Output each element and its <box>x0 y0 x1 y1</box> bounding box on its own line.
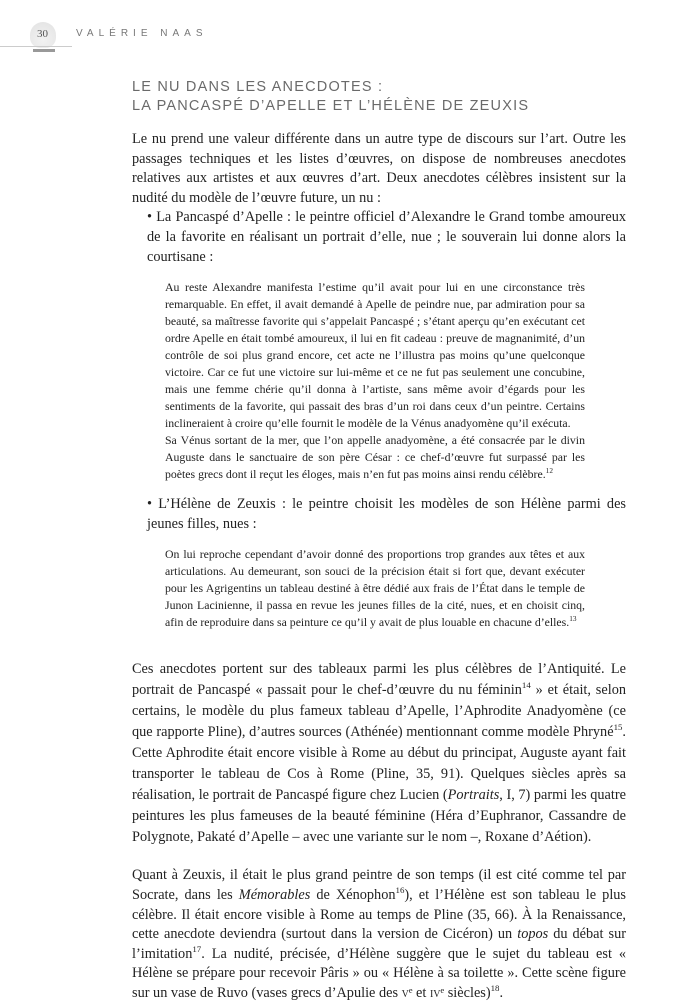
text-run: du débat sur l’imitation <box>132 926 626 962</box>
body-text <box>132 130 626 1004</box>
footnote-ref[interactable]: 17 <box>192 943 202 954</box>
text-run: » et était, selon certains, le modèle du plus fameux tableau d’Apelle, l’Aphrodite Anadyomène (ce que rapporte Pline), d’autres sources (Athénée) mentionnant comme modèle Phryné <box>132 682 626 741</box>
italic-title: Portraits <box>447 787 500 804</box>
text-run: • L’Hélène de Zeuxis : le peintre choisit les modèles de son Hélène parmi des jeunes filles, nues : <box>147 496 626 532</box>
footnote-ref[interactable]: 13 <box>569 614 577 624</box>
text-run: Ces anecdotes portent sur des tableaux parmi les plus célèbres de l’Antiquité. Le portrait de Pancaspé « passait pour le chef-d’œuvre du nu féminin <box>132 661 626 699</box>
bullet-helene <box>147 495 626 534</box>
quote-pliny-zeuxis <box>165 546 585 631</box>
page-number: 30 <box>37 28 48 40</box>
text-run: On lui reproche cependant d’avoir donné des proportions trop grandes aux têtes et aux articulations. Au demeurant, son souci de la précision était si fort que, devant exécuter pour les Agrigentins un tableau destiné à être dédié aux frais de l’État dans le temple de Junon Lacinienne, il passa en revue les jeunes filles de la cité, nues, et en choisit cinq, afin de reproduire dans sa peinture ce qu’il y avait de plus louable en chacune d’elles. <box>165 547 585 630</box>
footnote-ref[interactable]: 12 <box>545 466 553 476</box>
text-run: ), et l’Hélène est son tableau le plus célèbre. Il était encore visible à Rome au temps de Pline (35, 66). À la Renaissance, cette anecdote deviendra (surtout dans la version de Cicéron) un <box>132 886 626 943</box>
text-run: et <box>412 984 430 1001</box>
text-run: . <box>499 984 504 1001</box>
text-run: ivᵉ <box>429 984 445 1001</box>
header-bar <box>33 49 55 52</box>
header-rule <box>0 46 72 47</box>
text-run: Au reste Alexandre manifesta l’estime qu’il avait pour lui en une circonstance très remarquable. En effet, il avait demandé à Apelle de peindre nue, par admiration pour sa beauté, sa maîtresse favorite qui s’appelait Pancaspé ; s’étant aperçu qu’en exécutant cet ordre Apelle en était tombé amoureux, il lui en fit cadeau : preuve de magnanimité, d’un contrôle de soi plus grand encore, cet acte ne l’illustra pas moins qu’une quelconque victoire. Car ce fut une victoire sur lui-même et ce ne fut pas seulement une concubine, mais une femme chérie qu’il donna à l’artiste, sans même avoir d’égards pour les sentiments de la favorite, qui passait des bras d’un roi dans ceux d’un peintre. Certains inclineraient à croire qu’elle fournit le modèle de la Vénus anadyomène qu’il exécuta. <box>165 280 585 431</box>
text-run: de Xénophon <box>310 886 396 903</box>
text-run: siècles) <box>444 984 491 1001</box>
footnote-ref[interactable]: 18 <box>490 983 500 994</box>
italic-title: Mémorables <box>238 886 311 903</box>
italic-title: topos <box>517 926 549 943</box>
text-run: Le nu prend une valeur différente dans un autre type de discours sur l’art. Outre les passages techniques et les listes d’œuvres, on dispose de nombreuses anecdotes relatives aux artistes et aux œuvres d’art. Deux anecdotes célèbres insistent sur la nudité du modèle de l’œuvre future, un nu : <box>132 131 626 206</box>
text-run: Quant à Zeuxis, il était le plus grand peintre de son temps (il est cité comme tel par Socrate, dans les <box>132 867 626 903</box>
quote-pliny-pancaspe <box>165 279 585 483</box>
footnote-ref[interactable]: 14 <box>521 680 531 691</box>
text-run: • La Pancaspé d’Apelle : le peintre officiel d’Alexandre le Grand tombe amoureux de la favorite en réalisant un portrait d’elle, nue ; le souverain lui donne alors la courtisane : <box>147 209 626 265</box>
running-header-author: VALÉRIE NAAS <box>76 28 208 39</box>
section-title-line-1: LE NU DANS LES ANECDOTES : <box>132 79 384 95</box>
paragraph-anecdotes <box>132 659 626 848</box>
footnote-ref[interactable]: 15 <box>613 722 623 733</box>
section-title <box>132 78 529 116</box>
intro-paragraph <box>132 130 626 208</box>
text-run: . La nudité, précisée, d’Hélène suggère que le sujet du tableau est « Hélène se prépare pour recevoir Pâris » ou « Hélène à sa toilette ». Cette scène figure sur un vase de Ruvo (vases grecs d’Apulie des <box>132 945 626 1001</box>
footnote-ref[interactable]: 16 <box>395 885 405 896</box>
section-title-line-2: LA PANCASPÉ D’APELLE ET L’HÉLÈNE DE ZEUXIS <box>132 98 530 114</box>
text-run: . Cette Aphrodite était encore visible à Rome au début du principat, Auguste ayant fait transporter le tableau de Cos à Rome (Pline, 35, 91). Quelques siècles après sa réalisation, le portrait de Pancaspé figure chez Lucien ( <box>132 724 626 804</box>
bullet-pancaspe <box>147 208 626 267</box>
text-run: vᵉ <box>401 984 413 1001</box>
text-run: , I, 7) parmi les quatre peintures les plus fameuses de la beauté féminine (Héra d’Euphranor, Cassandre de Polygnote, Pakaté d’Apelle – avec une variante sur le nom –, Roxane d’Aétion). <box>132 787 626 846</box>
text-run: Sa Vénus sortant de la mer, que l’on appelle anadyomène, a été consacrée par le divin Auguste dans le sanctuaire de son père César : ce chef-d’œuvre fut surpassé par les poètes grecs dont il reçut les éloges, mais n’en fut pas moins ainsi rendu célèbre. <box>165 433 585 482</box>
